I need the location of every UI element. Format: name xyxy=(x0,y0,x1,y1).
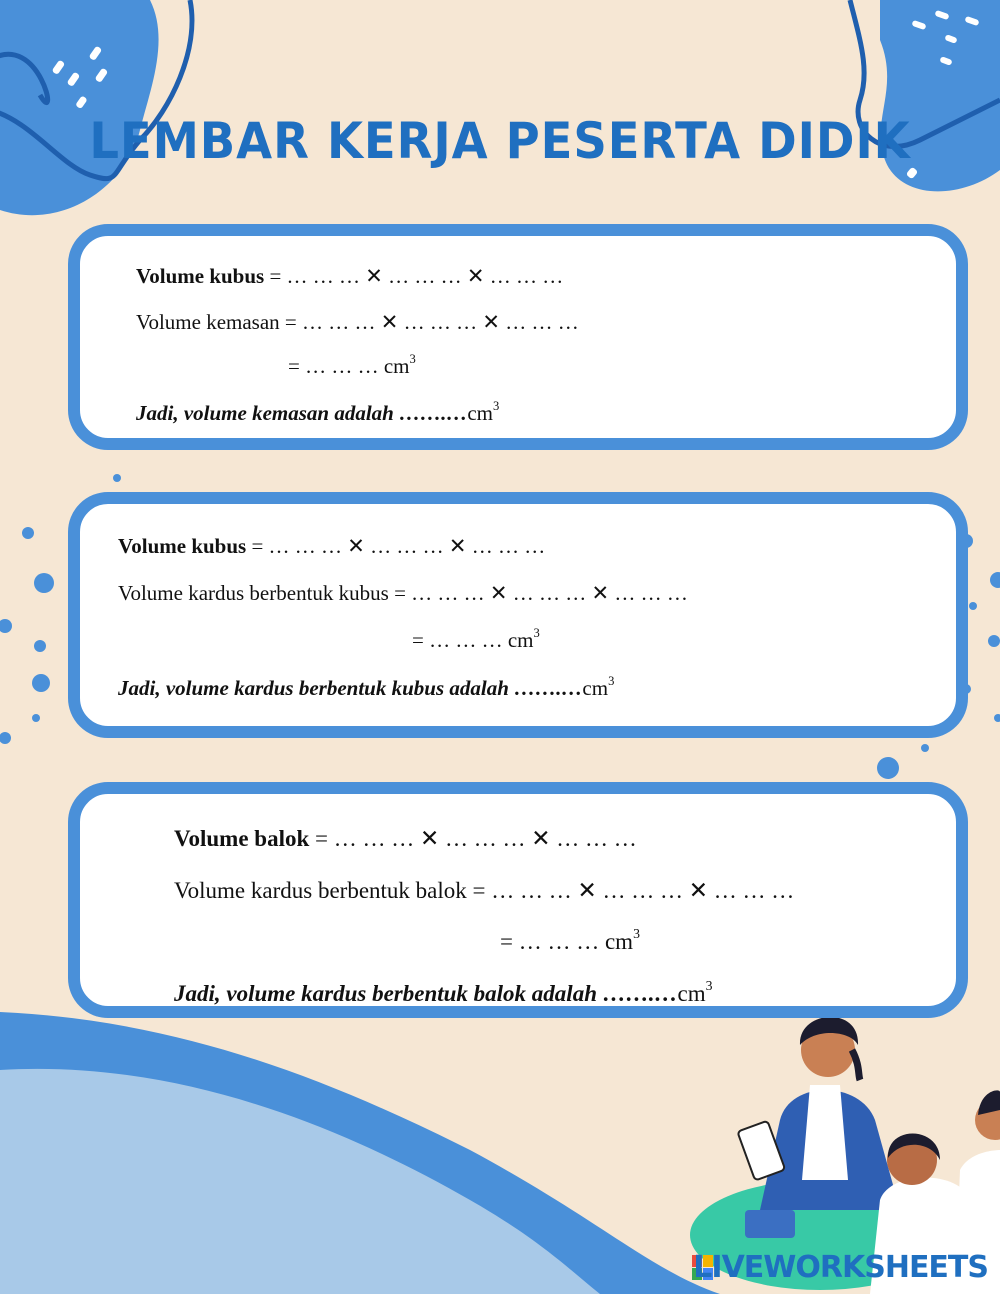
superscript: 3 xyxy=(608,673,615,688)
card1-line2[interactable]: Volume kemasan = … … … ✕ … … … ✕ … … … xyxy=(136,310,579,334)
card3-line1-rest[interactable]: = … … … ✕ … … … ✕ … … … xyxy=(309,826,637,851)
card3-conclusion: Jadi, volume kardus berbentuk balok adalah …….… xyxy=(174,981,678,1006)
card1-line1-rest[interactable]: = … … … ✕ … … … ✕ … … … xyxy=(264,264,564,288)
card1-line1 xyxy=(136,264,563,289)
page-title: LEMBAR KERJA PESERTA DIDIK xyxy=(89,112,911,170)
card2-unit: cm xyxy=(582,676,609,700)
superscript: 3 xyxy=(409,351,416,366)
card2-line1-rest[interactable]: = … … … ✕ … … … ✕ … … … xyxy=(246,534,546,558)
superscript: 3 xyxy=(493,398,500,413)
card2-line2[interactable]: Volume kardus berbentuk kubus = … … … ✕ … … … ✕ … … … xyxy=(118,581,688,605)
card2-line3-text: = … … … cm xyxy=(412,628,534,652)
card3-line1-label: Volume balok xyxy=(174,826,310,851)
card1-line3[interactable] xyxy=(288,351,416,379)
card3-unit: cm xyxy=(677,981,706,1006)
card1-unit: cm xyxy=(467,401,494,425)
superscript: 3 xyxy=(533,625,540,640)
card2-line4[interactable] xyxy=(118,673,615,701)
answer-card-2 xyxy=(68,492,968,738)
card1-line4[interactable] xyxy=(136,398,500,426)
card2-line1 xyxy=(118,534,545,559)
card1-line1-label: Volume kubus xyxy=(136,264,265,288)
card1-line3-text: = … … … cm xyxy=(288,354,410,378)
card2-line3[interactable] xyxy=(412,625,540,653)
card3-line1 xyxy=(174,826,637,852)
answer-card-1 xyxy=(68,224,968,450)
card3-line4[interactable] xyxy=(174,977,713,1007)
card3-line3[interactable] xyxy=(500,925,640,955)
card2-line1-label: Volume kubus xyxy=(118,534,247,558)
card1-conclusion: Jadi, volume kemasan adalah …….… xyxy=(136,401,468,425)
card3-line3-text: = … … … cm xyxy=(500,929,634,954)
superscript: 3 xyxy=(633,925,640,941)
superscript: 3 xyxy=(705,977,713,993)
watermark: LIVEWORKSHEETS xyxy=(693,1250,988,1285)
answer-card-3 xyxy=(68,782,968,1018)
card3-line2[interactable]: Volume kardus berbentuk balok = … … … ✕ … … … ✕ … … … xyxy=(174,878,795,903)
card2-conclusion: Jadi, volume kardus berbentuk kubus adalah …….… xyxy=(118,676,583,700)
